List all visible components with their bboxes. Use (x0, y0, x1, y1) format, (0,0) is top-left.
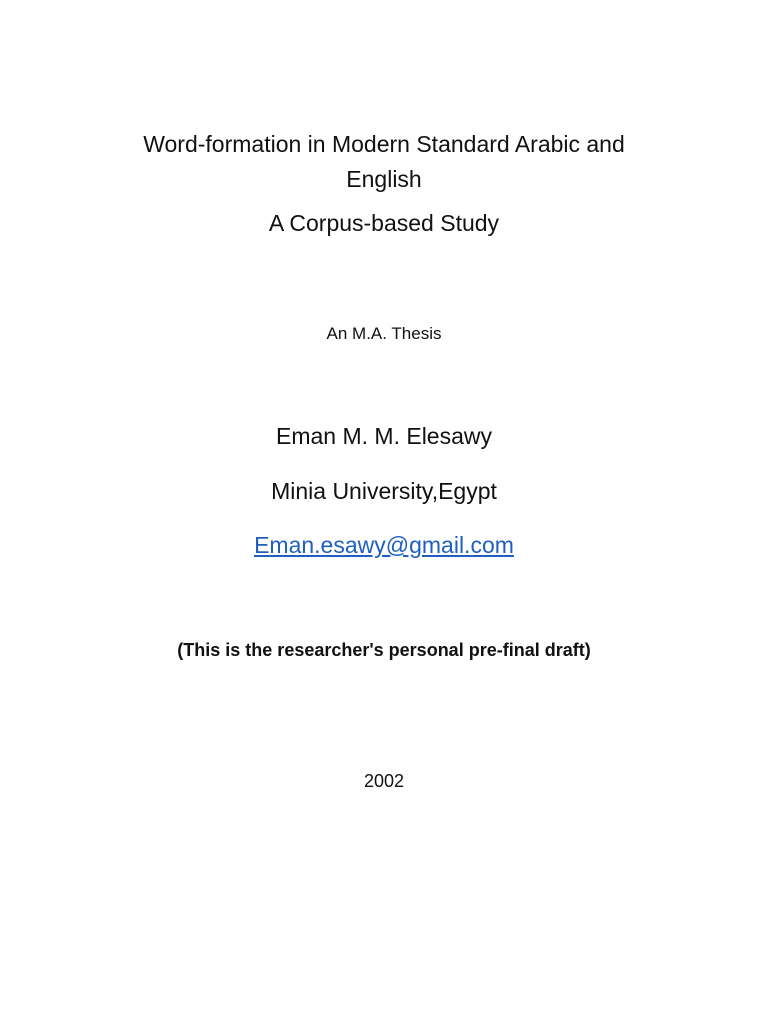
thesis-title-line-2: English (346, 166, 422, 192)
email-link[interactable]: Eman.esawy@gmail.com (254, 532, 514, 558)
thesis-title-line-1: Word-formation in Modern Standard Arabic and (143, 131, 625, 157)
degree-label: An M.A. Thesis (326, 324, 442, 343)
thesis-subtitle: A Corpus-based Study (268, 210, 500, 236)
draft-note: (This is the researcher's personal pre-final draft) (177, 640, 591, 660)
author-name: Eman M. M. Elesawy (276, 423, 492, 449)
publication-year: 2002 (363, 771, 405, 791)
university-affiliation: Minia University,Egypt (271, 478, 497, 504)
